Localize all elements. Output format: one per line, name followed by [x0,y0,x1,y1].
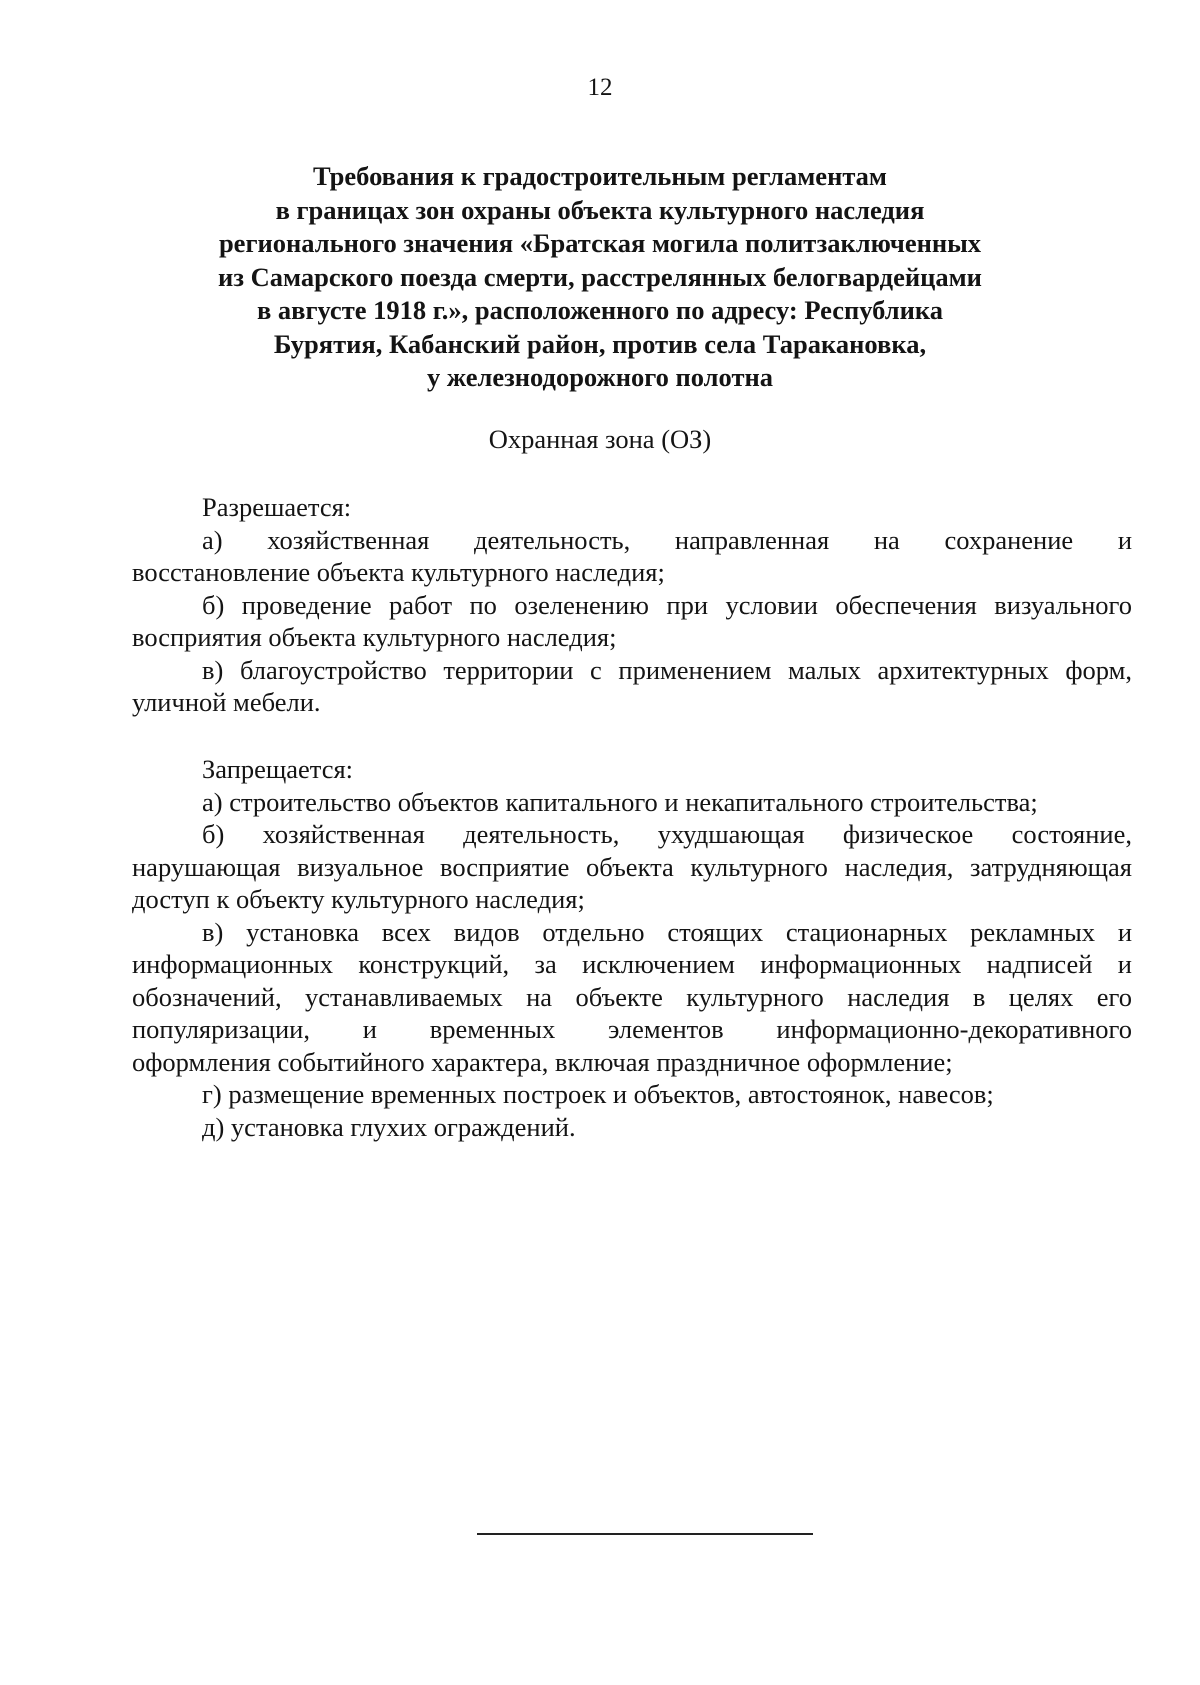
title-line: регионального значения «Братская могила политзаключенных [218,228,982,258]
item-line: обозначений, устанавливаемых на объекте культурного наследия в целях его [132,981,1132,1012]
forbidden-item-e [132,1111,1132,1144]
item-line: б) хозяйственная деятельность, ухудшающая физическое состояние, [202,819,1132,849]
zone-heading: Охранная зона (ОЗ) [488,424,712,454]
allowed-section [132,491,1132,719]
item-line: в) благоустройство территории с применением малых архитектурных форм, [202,654,1132,685]
item-line: информационных конструкций, за исключением информационных надписей и [132,949,1132,979]
page-number: 12 [587,74,613,101]
item-line: восстановление объекта культурного наследия; [132,557,665,587]
title-line: у железнодорожного полотна [427,362,773,392]
item-line: в) установка всех видов отдельно стоящих стационарных рекламных и [202,916,1132,947]
allowed-item-c [132,654,1132,719]
item-line: оформления событийного характера, включая праздничное оформление; [132,1046,953,1077]
forbidden-item-d [132,1078,1132,1111]
title-line: Бурятия, Кабанский район, против села Таракановка, [273,328,927,359]
item-line: уличной мебели. [132,687,321,717]
item-line: г) размещение временных построек и объектов, автостоянок, навесов; [202,1079,994,1109]
document-title [160,160,1040,395]
forbidden-item-c [132,916,1132,1079]
title-line: в границах зон охраны объекта культурного наследия [275,194,925,225]
item-line: нарушающая визуальное восприятие объекта культурного наследия, затрудняющая [132,851,1132,882]
forbidden-item-a [132,786,1132,819]
item-line: восприятия объекта культурного наследия; [132,622,617,652]
forbidden-item-b [132,818,1132,916]
title-line: Требования к градостроительным регламентам [313,161,887,191]
forbidden-heading: Запрещается: [202,754,354,784]
title-line: в августе 1918 г.», расположенного по адресу: Республика [256,295,944,325]
allowed-heading: Разрешается: [202,492,352,522]
item-line: б) проведение работ по озеленению при условии обеспечения визуального [202,589,1132,620]
item-line: популяризации, и временных элементов информационно-декоративного [132,1014,1132,1044]
allowed-item-a [132,524,1132,589]
item-line: доступ к объекту культурного наследия; [132,884,585,914]
end-divider-line [477,1533,813,1535]
title-line: из Самарского поезда смерти, расстрелянных белогвардейцами [218,261,982,292]
allowed-item-b [132,589,1132,654]
item-line: а) хозяйственная деятельность, направленная на сохранение и [202,524,1132,555]
forbidden-section [132,753,1132,1143]
item-line: а) строительство объектов капитального и некапитального строительства; [202,786,1038,817]
item-line: д) установка глухих ограждений. [202,1111,576,1142]
